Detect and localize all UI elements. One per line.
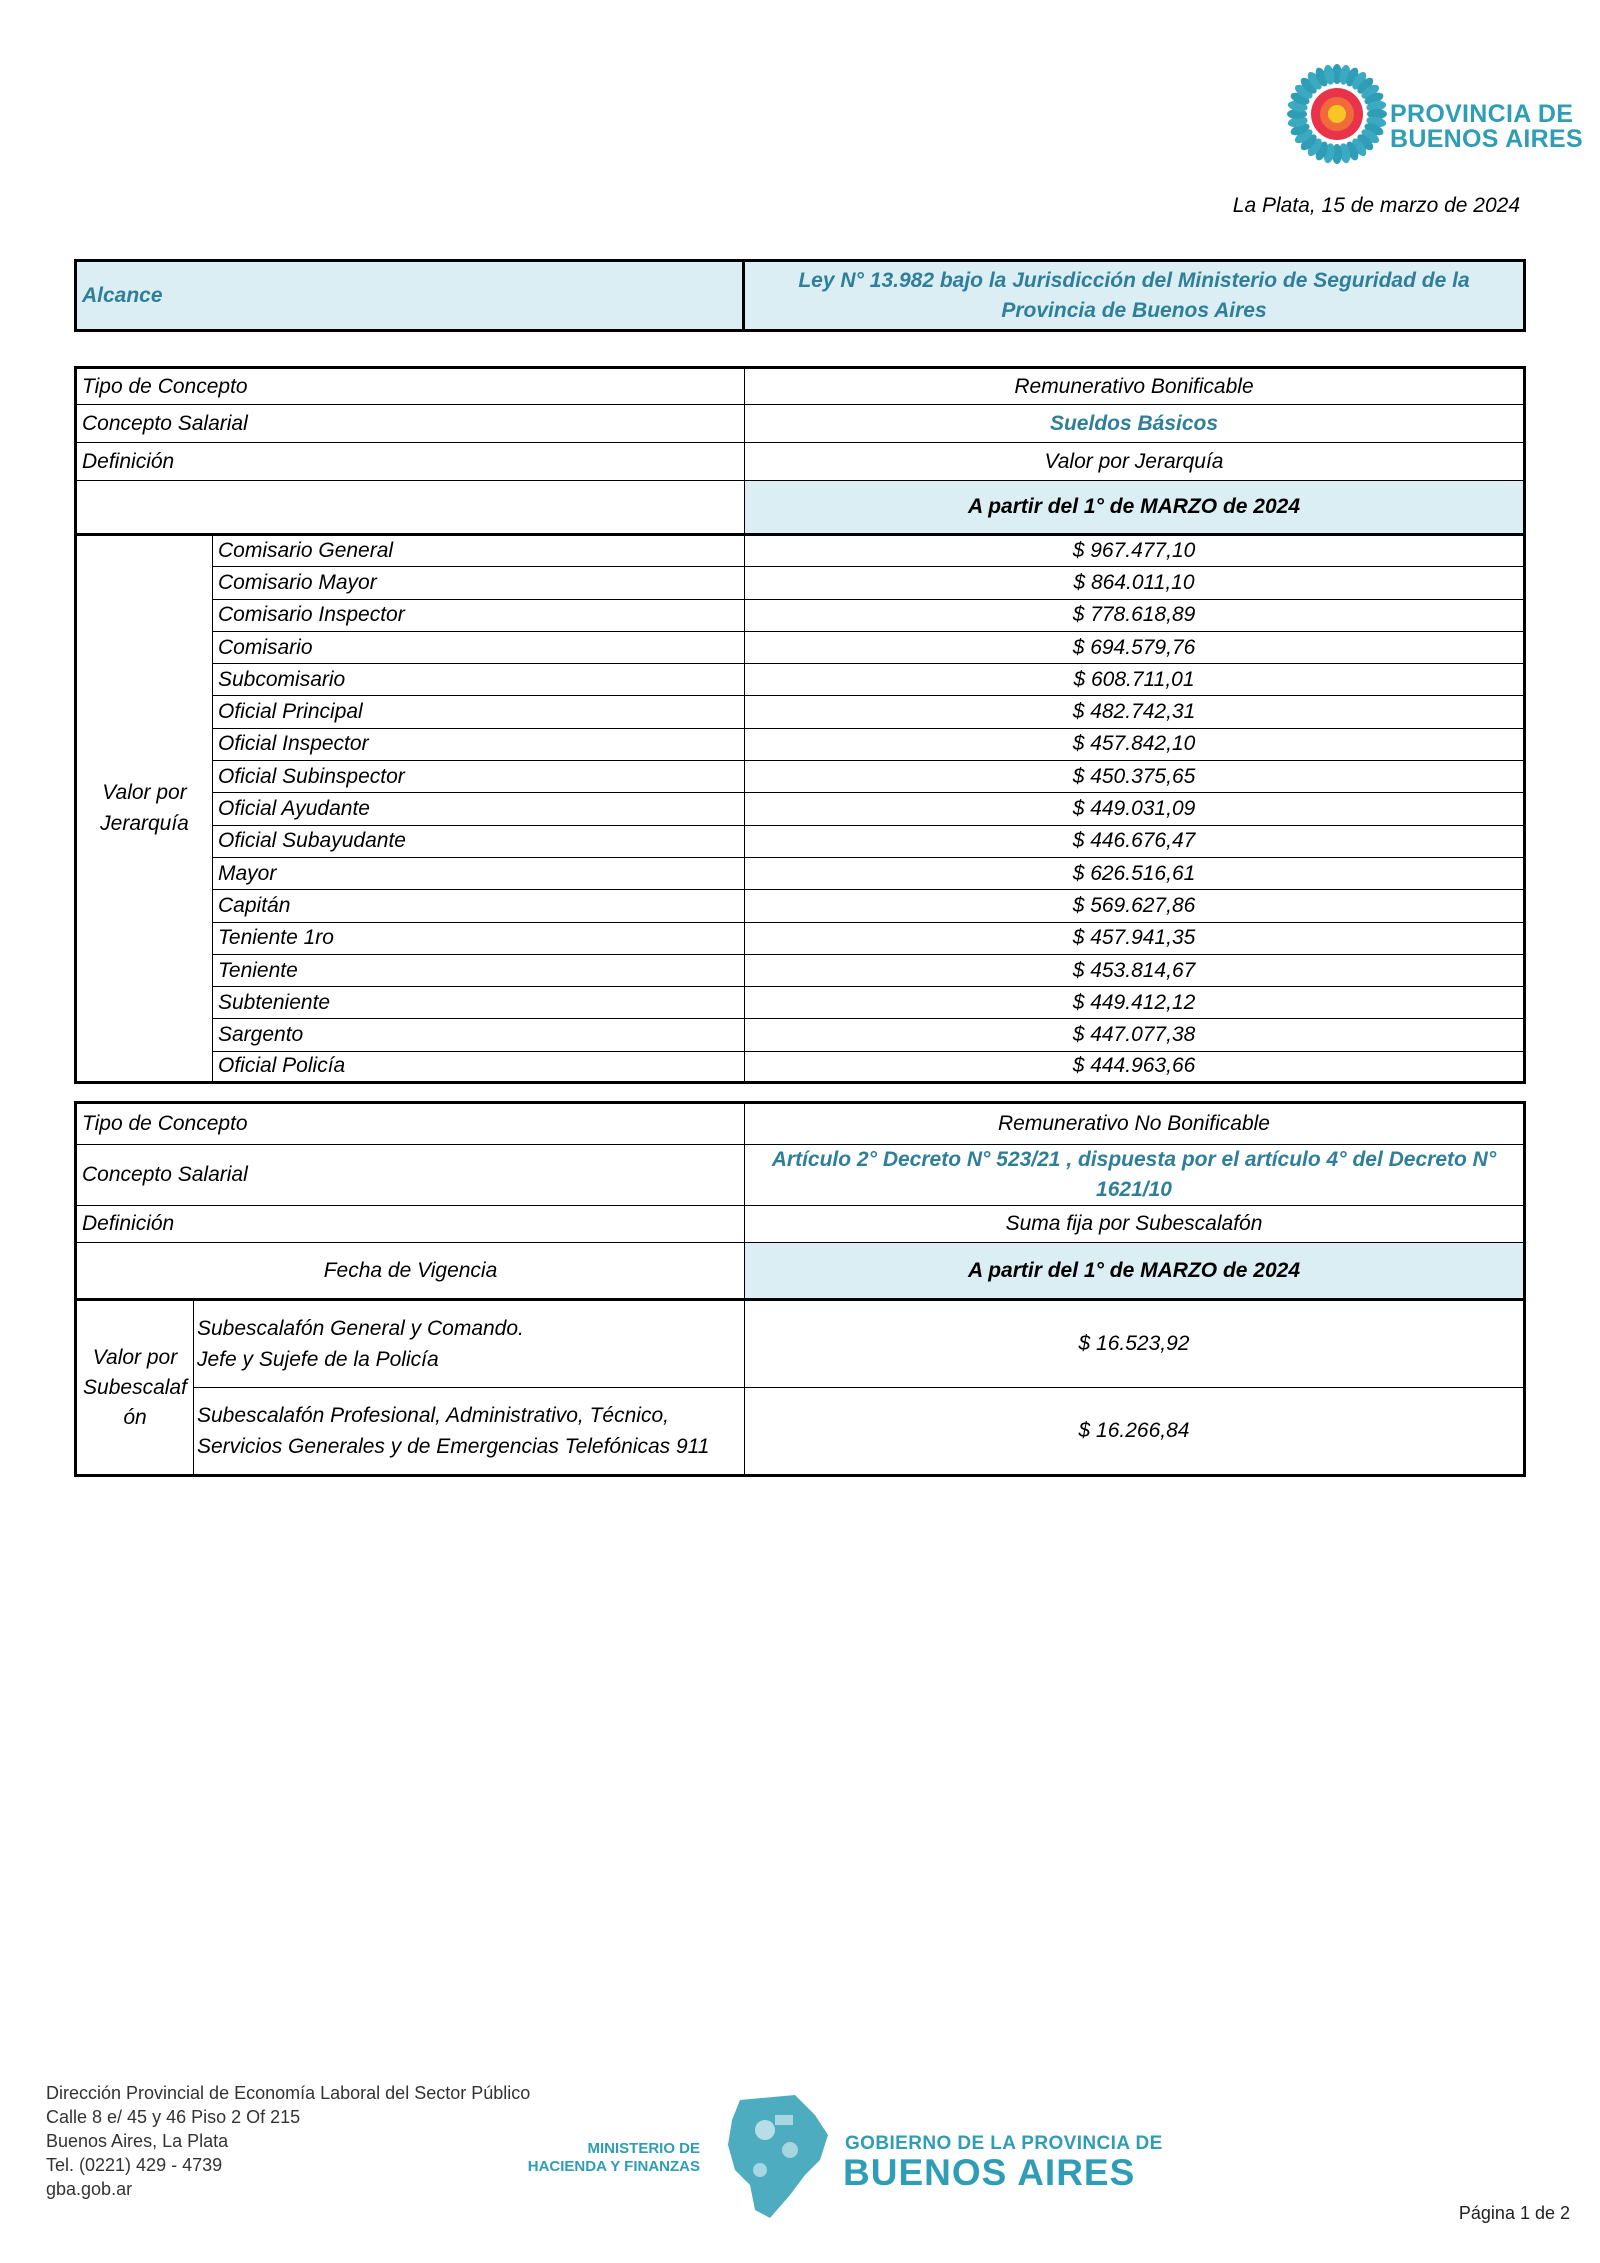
group-label-text: Valor por Jerarquía <box>100 781 189 836</box>
empty-header-cell <box>76 481 745 535</box>
rank-name: Mayor <box>213 857 745 889</box>
rank-name: Comisario General <box>213 535 745 567</box>
rank-name: Subcomisario <box>213 664 745 696</box>
date-header: A partir del 1° de MARZO de 2024 <box>745 481 1525 535</box>
rank-value: $ 450.375,65 <box>745 761 1525 793</box>
concepto-salarial-label: Concepto Salarial <box>76 405 745 443</box>
footer-line: Dirección Provincial de Economía Laboral del Sector Público <box>46 2083 531 2103</box>
page-number: Página 1 de 2 <box>1458 2203 1570 2223</box>
ministry-logo-text <box>505 2140 700 2176</box>
footer-line: Calle 8 e/ 45 y 46 Piso 2 Of 215 <box>46 2107 301 2127</box>
rank-name: Oficial Inspector <box>213 728 745 760</box>
tipo-concepto-label: Tipo de Concepto <box>76 368 745 405</box>
rank-value: $ 446.676,47 <box>745 825 1525 857</box>
rank-value: $ 694.579,76 <box>745 631 1525 663</box>
rank-row <box>76 631 1525 663</box>
province-brand-text <box>1390 102 1583 152</box>
province-map-icon <box>720 2090 835 2225</box>
rank-row <box>76 857 1525 889</box>
rank-value: $ 457.842,10 <box>745 728 1525 760</box>
footer-address <box>46 2081 530 2201</box>
tipo-concepto-value-2: Remunerativo No Bonificable <box>745 1103 1525 1145</box>
subescalafon-value: $ 16.266,84 <box>745 1388 1525 1476</box>
salary-table-basicos <box>74 366 1526 1084</box>
alcance-table <box>74 259 1526 332</box>
rank-name: Oficial Principal <box>213 696 745 728</box>
rank-value: $ 482.742,31 <box>745 696 1525 728</box>
definicion-label: Definición <box>76 443 745 481</box>
rank-value: $ 447.077,38 <box>745 1019 1525 1051</box>
definicion-label-2: Definición <box>76 1206 745 1243</box>
footer-line: Tel. (0221) 429 - 4739 <box>46 2155 223 2175</box>
rank-row <box>76 664 1525 696</box>
subescalafon-line-1: Subescalafón Profesional, Administrativo, Técnico, <box>197 1404 669 1427</box>
rank-value: $ 569.627,86 <box>745 890 1525 922</box>
rank-name: Oficial Ayudante <box>213 793 745 825</box>
rank-row <box>76 728 1525 760</box>
rank-name: Teniente <box>213 954 745 986</box>
rank-name: Sargento <box>213 1019 745 1051</box>
date-header-2: A partir del 1° de MARZO de 2024 <box>745 1243 1525 1300</box>
subescalafon-value: $ 16.523,92 <box>745 1300 1525 1388</box>
rank-name: Oficial Subinspector <box>213 761 745 793</box>
rank-row <box>76 696 1525 728</box>
group-label-subescalafon <box>76 1300 194 1476</box>
subescalafon-line-1: Subescalafón General y Comando. <box>197 1317 524 1340</box>
rank-value: $ 457.941,35 <box>745 922 1525 954</box>
brand-line-2: BUENOS AIRES <box>1390 125 1583 153</box>
rank-row <box>76 1051 1525 1082</box>
rank-name: Teniente 1ro <box>213 922 745 954</box>
rank-value: $ 626.516,61 <box>745 857 1525 889</box>
gba-map-logo <box>720 2090 835 2225</box>
rank-row <box>76 599 1525 631</box>
rank-value: $ 449.412,12 <box>745 987 1525 1019</box>
rank-row <box>76 1019 1525 1051</box>
rank-value: $ 967.477,10 <box>745 535 1525 567</box>
definicion-value-2: Suma fija por Subescalafón <box>745 1206 1525 1243</box>
tipo-concepto-value: Remunerativo Bonificable <box>745 368 1525 405</box>
subescalafon-line-2: Servicios Generales y de Emergencias Telefónicas 911 <box>197 1435 710 1458</box>
footer-line: gba.gob.ar <box>46 2179 133 2199</box>
rank-name: Comisario Inspector <box>213 599 745 631</box>
concepto-salarial-value: Sueldos Básicos <box>745 405 1525 443</box>
gov-big-text: BUENOS AIRES <box>843 2152 1136 2193</box>
rank-value: $ 864.011,10 <box>745 567 1525 599</box>
rank-row <box>76 535 1525 567</box>
rank-value: $ 453.814,67 <box>745 954 1525 986</box>
rank-name: Comisario Mayor <box>213 567 745 599</box>
group-label-line-1: Valor por <box>92 1345 178 1369</box>
subescalafon-line-2: Jefe y Sujefe de la Policía <box>197 1348 439 1371</box>
alcance-value: Ley N° 13.982 bajo la Jurisdicción del Ministerio de Seguridad de la Provincia de Buenos Aires <box>744 261 1525 331</box>
rank-row <box>76 987 1525 1019</box>
ministry-line-1: MINISTERIO DE <box>587 2140 700 2157</box>
document-date: La Plata, 15 de marzo de 2024 <box>1232 194 1520 217</box>
tipo-concepto-label-2: Tipo de Concepto <box>76 1103 745 1145</box>
subescalafon-row-label <box>194 1300 745 1388</box>
rank-name: Oficial Policía <box>213 1051 745 1082</box>
alcance-label: Alcance <box>76 261 744 331</box>
group-label-jerarquia <box>76 535 213 1083</box>
gov-small-text: GOBIERNO DE LA PROVINCIA DE <box>845 2133 1163 2154</box>
rank-row <box>76 922 1525 954</box>
rank-name: Comisario <box>213 631 745 663</box>
definicion-value: Valor por Jerarquía <box>745 443 1525 481</box>
rank-row <box>76 825 1525 857</box>
rank-row <box>76 890 1525 922</box>
rank-row <box>76 954 1525 986</box>
footer-line: Buenos Aires, La Plata <box>46 2131 229 2151</box>
rank-name: Capitán <box>213 890 745 922</box>
fecha-vigencia-label: Fecha de Vigencia <box>76 1243 745 1300</box>
rank-row <box>76 761 1525 793</box>
rank-rows <box>76 535 1525 1083</box>
concepto-salarial-label-2: Concepto Salarial <box>76 1145 745 1206</box>
rank-row <box>76 567 1525 599</box>
brand-line-1: PROVINCIA DE <box>1390 100 1574 128</box>
concepto-salarial-value-2: Artículo 2° Decreto N° 523/21 , dispuesta por el artículo 4° del Decreto N° 1621/10 <box>745 1145 1525 1206</box>
sun-logo-icon <box>1285 62 1390 167</box>
subescalafon-row-label <box>194 1388 745 1476</box>
ministry-line-2: HACIENDA Y FINANZAS <box>527 2158 700 2175</box>
salary-table-subescalafon <box>74 1101 1526 1477</box>
group-label-line-3: ón <box>123 1405 147 1429</box>
group-label-line-2: Subescalaf <box>83 1375 187 1399</box>
rank-name: Oficial Subayudante <box>213 825 745 857</box>
rank-value: $ 444.963,66 <box>745 1051 1525 1082</box>
rank-row <box>76 793 1525 825</box>
rank-value: $ 778.618,89 <box>745 599 1525 631</box>
rank-value: $ 449.031,09 <box>745 793 1525 825</box>
rank-name: Subteniente <box>213 987 745 1019</box>
rank-value: $ 608.711,01 <box>745 664 1525 696</box>
